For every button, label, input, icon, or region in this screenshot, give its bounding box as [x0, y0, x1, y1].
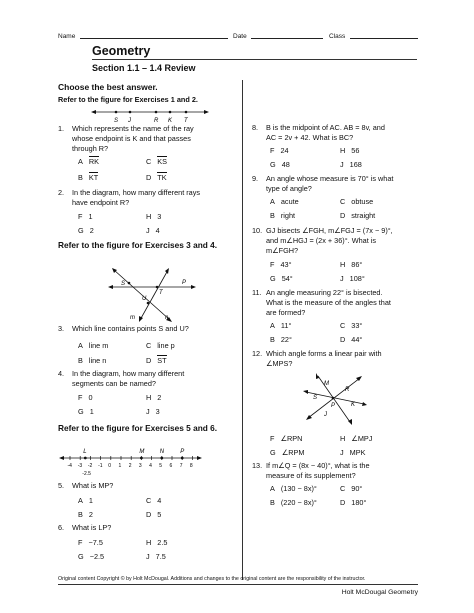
class-label: Class — [329, 33, 346, 40]
figure-number-line — [58, 444, 203, 480]
q2-option-j[interactable]: J 4 — [146, 226, 160, 235]
column-divider — [242, 80, 243, 580]
name-field[interactable] — [80, 38, 228, 39]
q10-option-g[interactable]: G 54° — [270, 274, 293, 283]
q1-option-b[interactable]: B KT — [78, 173, 99, 182]
q11-option-c[interactable]: C 33° — [340, 321, 363, 330]
ray-rk: RK — [88, 157, 100, 166]
label-k-point: K — [351, 402, 356, 408]
q9-option-c[interactable]: C obtuse — [340, 197, 374, 206]
ref-exercises-3-4: Refer to the figure for Exercises 3 and 4. — [58, 240, 218, 250]
q3-option-d[interactable]: D ST — [146, 356, 167, 365]
label-p: P — [182, 280, 187, 286]
segment-st: ST — [157, 356, 167, 365]
tick-label: -2 — [87, 463, 93, 469]
q4-option-f[interactable]: F 0 — [78, 393, 93, 402]
q1-line-1: Which represents the name of the ray — [72, 124, 194, 133]
q11-option-a[interactable]: A 11° — [270, 321, 292, 330]
tick-label: 3 — [138, 463, 142, 469]
ray-kt: KT — [88, 173, 99, 182]
q9-line-2: type of angle? — [266, 184, 312, 193]
q10-line-2: and m∠HGJ = (2x + 36)°. What is — [266, 236, 377, 245]
q6-option-j[interactable]: J 7.5 — [146, 552, 166, 561]
label-n: n — [165, 315, 169, 321]
q11-number: 11. — [252, 288, 262, 297]
label-u: U — [142, 296, 147, 302]
q6-line-1: What is LP? — [72, 523, 112, 532]
ref-exercises-1-2: Refer to the figure for Exercises 1 and 2. — [58, 95, 198, 104]
question-1 — [58, 124, 238, 174]
tick-label: -4 — [67, 463, 72, 469]
point-m-dot — [140, 457, 143, 460]
q4-option-g[interactable]: G 1 — [78, 407, 94, 416]
point-n-label: N — [159, 449, 165, 455]
point-j-dot — [129, 111, 132, 114]
q4-option-j[interactable]: J 3 — [146, 407, 160, 416]
tick-label: 0 — [108, 463, 112, 469]
label-s-point: S — [313, 395, 318, 401]
q8-number: 8. — [252, 123, 259, 132]
q13-line-2: measure of its supplement? — [266, 471, 356, 480]
label-m-point: M — [324, 381, 329, 387]
instructions: Choose the best answer. — [58, 82, 158, 92]
question-2 — [58, 188, 238, 210]
point-t-dot — [185, 111, 188, 114]
line-n — [140, 270, 168, 320]
footer-rule — [58, 584, 418, 585]
q4-option-h[interactable]: H 2 — [146, 393, 162, 402]
label-t: T — [159, 290, 163, 296]
q3-option-c[interactable]: C line p — [146, 341, 175, 350]
q11-line-3: are formed? — [266, 308, 306, 317]
label-p-point: P — [331, 403, 336, 409]
q4-number: 4. — [58, 369, 65, 378]
q12-option-j[interactable]: J MPK — [340, 448, 366, 457]
tick-label: 1 — [118, 463, 122, 469]
figure-rays — [300, 370, 368, 428]
q1-option-a[interactable]: A RK — [78, 157, 100, 166]
q3-line-1: Which line contains points S and U? — [72, 324, 189, 333]
page-title: Geometry — [92, 44, 151, 58]
q1-number: 1. — [58, 124, 65, 133]
q2-number: 2. — [58, 188, 65, 197]
tick-label: 4 — [149, 463, 152, 469]
tick-label: -3 — [77, 463, 83, 469]
date-label: Date — [233, 33, 247, 40]
q12-option-f[interactable]: F ∠RPN — [270, 434, 303, 443]
q11-option-b[interactable]: B 22° — [270, 335, 292, 344]
q8-option-j[interactable]: J 168 — [340, 160, 362, 169]
tick-label: -1 — [98, 463, 103, 469]
point-l-dot — [84, 457, 87, 460]
point-n-dot — [160, 457, 163, 460]
q3-option-a[interactable]: A line m — [78, 341, 109, 350]
q8-line-1: B is the midpoint of AC. AB = 8v, and — [266, 123, 385, 132]
q9-option-d[interactable]: D straight — [340, 211, 376, 220]
q2-line-2: have endpoint R? — [72, 198, 130, 207]
extra-label: -2.5 — [82, 471, 91, 477]
q2-option-h[interactable]: H 3 — [146, 212, 162, 221]
ray-tk: TK — [157, 173, 167, 182]
q5-option-b[interactable]: B 2 — [78, 510, 93, 519]
q6-option-f[interactable]: F −7.5 — [78, 538, 103, 547]
q1-line-3: through R? — [72, 144, 109, 153]
tick-label: 8 — [189, 463, 193, 469]
point-r-dot — [155, 111, 158, 114]
q8-option-g[interactable]: G 48 — [270, 160, 290, 169]
q9-option-a[interactable]: A acute — [270, 197, 299, 206]
q11-option-d[interactable]: D 44° — [340, 335, 363, 344]
label-r-point: R — [345, 387, 350, 393]
q13-line-1: If m∠Q = (8x − 40)°, what is the — [266, 461, 370, 470]
q13-option-c[interactable]: C 90° — [340, 484, 363, 493]
q2-option-f[interactable]: F 1 — [78, 212, 93, 221]
title-rule — [92, 59, 417, 60]
figure-line-points — [90, 105, 210, 125]
name-label: Name — [58, 33, 76, 40]
q3-number: 3. — [58, 324, 65, 333]
q1-line-2: whose endpoint is K and that passes — [72, 134, 191, 143]
label-j-point: J — [324, 412, 327, 418]
q9-line-1: An angle whose measure is 70° is what — [266, 174, 394, 183]
point-r-label: R — [154, 118, 159, 124]
q6-option-h[interactable]: H 2.5 — [146, 538, 168, 547]
q1-option-c[interactable]: C KS — [146, 157, 168, 166]
q10-line-1: GJ bisects ∠FGH, m∠FGJ = (7x − 9)°, — [266, 226, 393, 235]
point-k-dot — [169, 111, 172, 114]
q8-option-f[interactable]: F 24 — [270, 146, 289, 155]
q12-line-2: ∠MPS? — [266, 359, 293, 368]
q10-option-j[interactable]: J 108° — [340, 274, 365, 283]
q5-option-d[interactable]: D 5 — [146, 510, 162, 519]
point-t-label: T — [184, 118, 188, 124]
label-s: S — [121, 281, 126, 287]
point-s-label: S — [114, 118, 119, 124]
q1-option-d[interactable]: D TK — [146, 173, 167, 182]
q13-option-a[interactable]: A (130 − 8x)° — [270, 484, 317, 493]
tick-label: 5 — [159, 463, 163, 469]
q6-number: 6. — [58, 523, 65, 532]
q6-option-g[interactable]: G −2.5 — [78, 552, 105, 561]
q9-number: 9. — [252, 174, 259, 183]
tick-label: 2 — [128, 463, 132, 469]
figure-intersecting-lines — [108, 262, 198, 324]
class-field[interactable] — [350, 38, 418, 39]
point-p-dot — [181, 457, 184, 460]
q8-line-2: AC = 2v + 42. What is BC? — [266, 133, 354, 142]
q5-number: 5. — [58, 481, 65, 490]
q11-line-1: An angle measuring 22° is bisected. — [266, 288, 383, 297]
q5-option-c[interactable]: C 4 — [146, 496, 162, 505]
q2-line-1: In the diagram, how many different rays — [72, 188, 201, 197]
q5-option-a[interactable]: A 1 — [78, 496, 93, 505]
page-subtitle: Section 1.1 – 1.4 Review — [92, 63, 196, 73]
point-l-label: L — [83, 449, 87, 455]
ray-ks: KS — [157, 157, 168, 166]
copyright: Original content Copyright © by Holt McDougal. Additions and changes to the original content are the responsibility of the instructor. — [58, 576, 366, 582]
point-m-label: M — [139, 449, 145, 455]
q10-number: 10. — [252, 226, 263, 235]
q13-option-b[interactable]: B (220 − 8x)° — [270, 498, 317, 507]
q12-option-g[interactable]: G ∠RPM — [270, 448, 305, 457]
date-field[interactable] — [251, 38, 323, 39]
q10-line-3: m∠FGH? — [266, 246, 299, 255]
q8-option-h[interactable]: H 56 — [340, 146, 360, 155]
q4-line-1: In the diagram, how many different — [72, 369, 185, 378]
q4-line-2: segments can be named? — [72, 379, 156, 388]
tick-label: 6 — [169, 463, 173, 469]
q13-option-d[interactable]: D 180° — [340, 498, 367, 507]
q10-option-f[interactable]: F 43° — [270, 260, 292, 269]
q3-option-b[interactable]: B line n — [78, 356, 107, 365]
q12-line-1: Which angle forms a linear pair with — [266, 349, 382, 358]
q10-option-h[interactable]: H 86° — [340, 260, 363, 269]
label-m: m — [130, 315, 135, 321]
point-k-label: K — [168, 118, 173, 124]
tick-label: 7 — [179, 463, 183, 469]
footer-brand: Holt McDougal Geometry — [341, 589, 418, 596]
point-p-label: P — [180, 449, 185, 455]
q12-option-h[interactable]: H ∠MPJ — [340, 434, 373, 443]
q13-number: 13. — [252, 461, 263, 470]
ref-exercises-5-6: Refer to the figure for Exercises 5 and 6. — [58, 423, 218, 433]
q9-option-b[interactable]: B right — [270, 211, 296, 220]
point-j-label: J — [128, 118, 131, 124]
q5-line-1: What is MP? — [72, 481, 114, 490]
q11-line-2: What is the measure of the angles that — [266, 298, 391, 307]
point-s-dot — [115, 111, 118, 114]
q12-number: 12. — [252, 349, 263, 358]
q2-option-g[interactable]: G 2 — [78, 226, 94, 235]
